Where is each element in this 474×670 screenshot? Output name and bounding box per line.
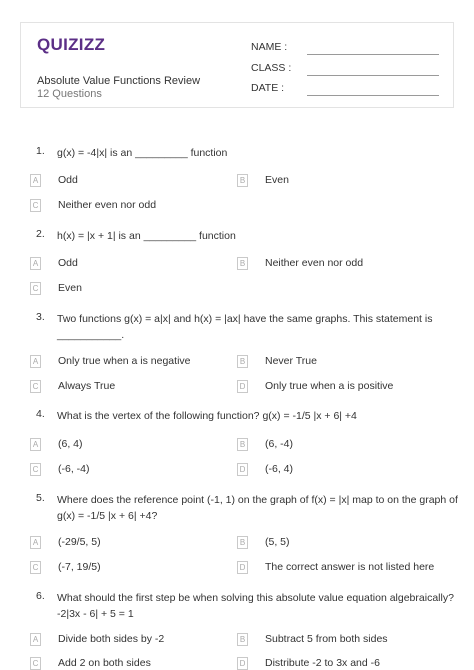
option-letter-box: A	[30, 438, 41, 451]
option-label: Divide both sides by -2	[58, 633, 165, 645]
option-label: Distribute -2 to 3x and -6	[265, 657, 380, 669]
question-number: 4.	[36, 408, 45, 420]
class-field[interactable]	[251, 62, 439, 76]
option-letter-box: B	[237, 633, 248, 646]
option-letter-box: C	[30, 463, 41, 476]
date-field[interactable]	[251, 82, 439, 96]
option-letter-box: D	[237, 657, 248, 670]
question-text: What should the first step be when solving this absolute value equation algebraically? -2|3x - 6| + 5 = 1	[57, 592, 454, 620]
question-number: 5.	[36, 492, 45, 504]
option-label: The correct answer is not listed here	[265, 561, 435, 573]
option-letter-box: B	[237, 438, 248, 451]
question-count: 12 Questions	[37, 88, 102, 100]
question-text: g(x) = -4|x| is an _________ function	[57, 147, 228, 159]
option-label: Even	[265, 174, 289, 186]
worksheet-header	[20, 22, 454, 108]
option-letter-box: B	[237, 257, 248, 270]
option-label: Odd	[58, 257, 78, 269]
option-letter-box: C	[30, 657, 41, 670]
option-letter-box: C	[30, 199, 41, 212]
option-label: Add 2 on both sides	[58, 657, 151, 669]
option-label: Odd	[58, 174, 78, 186]
name-line	[307, 54, 439, 55]
option-label: (-7, 19/5)	[58, 561, 101, 573]
option-label: Only true when a is negative	[58, 355, 191, 367]
option-label: Never True	[265, 355, 317, 367]
option-letter-box: A	[30, 174, 41, 187]
question-text: Two functions g(x) = a|x| and h(x) = |ax| have the same graphs. This statement is ___________.	[57, 313, 433, 341]
name-field[interactable]	[251, 41, 439, 55]
option-label: Neither even nor odd	[265, 257, 364, 269]
question-number: 1.	[36, 145, 45, 157]
option-letter-box: B	[237, 355, 248, 368]
option-label: (-6, 4)	[265, 463, 294, 475]
date-line	[307, 95, 439, 96]
option-letter-box: A	[30, 633, 41, 646]
option-letter-box: B	[237, 536, 248, 549]
option-label: Only true when a is positive	[265, 380, 394, 392]
question-text: h(x) = |x + 1| is an _________ function	[57, 230, 236, 242]
option-letter-box: D	[237, 463, 248, 476]
question-text: What is the vertex of the following function? g(x) = -1/5 |x + 6| +4	[57, 410, 357, 422]
option-letter-box: C	[30, 282, 41, 295]
option-label: Neither even nor odd	[58, 199, 157, 211]
class-label: CLASS :	[251, 62, 292, 74]
option-letter-box: A	[30, 355, 41, 368]
class-line	[307, 75, 439, 76]
option-letter-box: D	[237, 561, 248, 574]
quizizz-logo: QUIZIZZ	[37, 35, 106, 54]
question-number: 3.	[36, 311, 45, 323]
date-label: DATE :	[251, 82, 285, 94]
option-label: Even	[58, 282, 82, 294]
question-text: Where does the reference point (-1, 1) on the graph of f(x) = |x| map to on the graph of g(x) = -1/5 |x + 6| +4?	[57, 494, 458, 522]
option-letter-box: A	[30, 536, 41, 549]
question-number: 6.	[36, 590, 45, 602]
worksheet-title: Absolute Value Functions Review	[37, 75, 201, 87]
option-letter-box: B	[237, 174, 248, 187]
option-letter-box: C	[30, 561, 41, 574]
option-label: (-6, -4)	[58, 463, 90, 475]
question-number: 2.	[36, 228, 45, 240]
option-label: Subtract 5 from both sides	[265, 633, 388, 645]
option-label: (6, 4)	[58, 438, 83, 450]
option-letter-box: C	[30, 380, 41, 393]
option-letter-box: A	[30, 257, 41, 270]
option-label: (-29/5, 5)	[58, 536, 101, 548]
name-label: NAME :	[251, 41, 288, 53]
option-letter-box: D	[237, 380, 248, 393]
option-label: (5, 5)	[265, 536, 290, 548]
option-label: Always True	[58, 380, 116, 392]
option-label: (6, -4)	[265, 438, 294, 450]
